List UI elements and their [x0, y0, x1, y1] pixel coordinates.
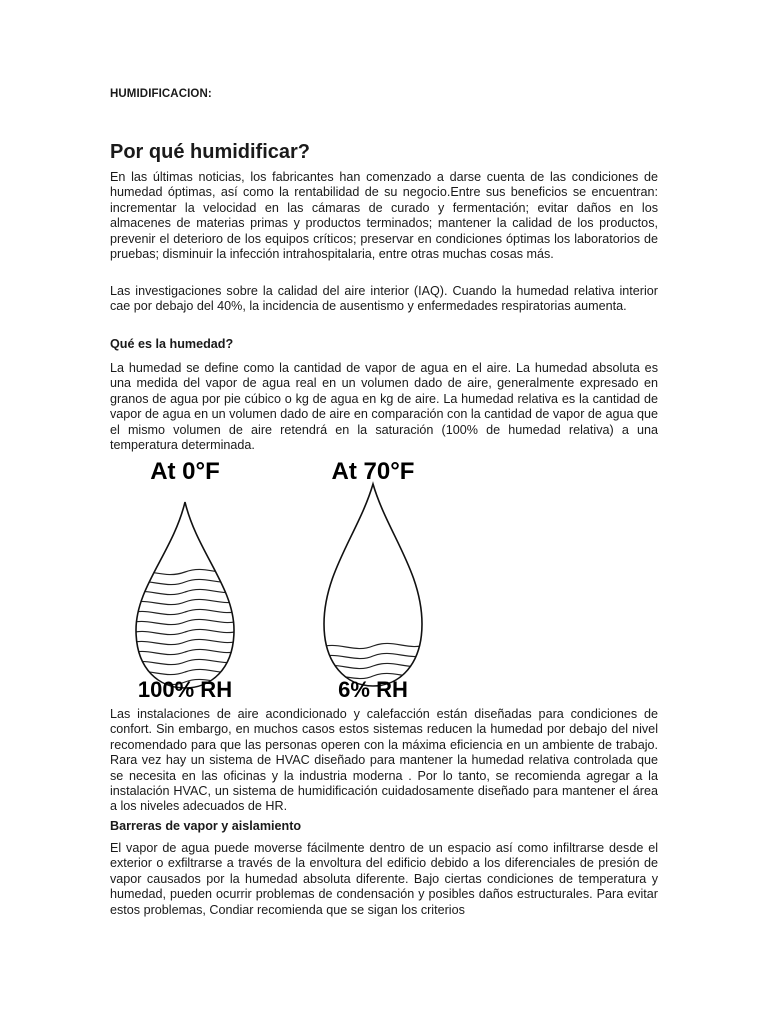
section-title: Por qué humidificar? [110, 141, 311, 163]
subheading-what-is-humidity: Qué es la humedad? [110, 337, 234, 351]
humidity-drops-diagram [118, 452, 448, 704]
paragraph-hvac: Las instalaciones de aire acondicionado y calefacción están diseñadas para condiciones de confort. Sin embargo, en muchos casos estos sistemas reducen la humedad por debajo del nivel recomendado para que las personas operen con la máxima eficiencia en un ambiente de trabajo. Rara vez hay un sistema de HVAC diseñado para mantener la humedad relativa controlada que se necesita en las oficinas y la industria moderna . Por lo tanto, se recomienda agregar a la instalación HVAC, un sistema de humidificación cuidadosamente diseñado para mantener el área a los niveles adecuados de HR. [110, 707, 658, 814]
paragraph-humidity-definition: La humedad se define como la cantidad de vapor de agua en el aire. La humedad absoluta es una medida del vapor de agua real en un volumen dado de aire, generalmente expresado en granos de agua por pie cúbico o kg de agua en kg de aire. La humedad relativa es la cantidad de vapor de agua en un volumen dado de aire en comparación con la cantidad de vapor de agua que el mismo volumen de aire retendrá en la saturación (100% de humedad relativa) a una temperatura determinada. [110, 361, 658, 453]
drop-outline-left [136, 502, 234, 688]
paragraph-vapor-movement: El vapor de agua puede moverse fácilmente dentro de un espacio así como infiltrarse desde el exterior o exfiltrarse a través de la envoltura del edificio debido a los diferenciales de presión de vapor causados por la humedad absoluta diferente. Bajo ciertas condiciones de temperatura y humedad, pueden ocurrir problemas de condensación y posibles daños estructurales. Para evitar estos problemas, Condiar recomienda que se sigan los criterios [110, 841, 658, 917]
paragraph-iaq: Las investigaciones sobre la calidad del aire interior (IAQ). Cuando la humedad relativa interior cae por debajo del 40%, la incidencia de ausentismo y enfermedades respiratorias aumenta. [110, 284, 658, 314]
label-at-70f: At 70°F [331, 458, 415, 485]
paragraph-benefits: En las últimas noticias, los fabricantes han comenzado a darse cuenta de las condiciones de humedad óptimas, así como la rentabilidad de su negocio.Entre sus beneficios se encuentran: incrementar la velocidad en las cámaras de curado y fermentación; evitar daños en los almacenes de materias primas y productos terminados; mantener la calidad de los productos, prevenir el deterioro de los equipos críticos; preservar en condiciones óptimas los laboratorios de pruebas; disminuir la infección intrahospitalaria, entre otras muchas cosas más. [110, 170, 658, 262]
label-100-rh: 100% RH [137, 677, 233, 702]
label-at-0f: At 0°F [150, 458, 220, 485]
label-6-rh: 6% RH [338, 677, 408, 702]
subheading-vapor-barriers: Barreras de vapor y aislamiento [110, 819, 302, 833]
document-header: HUMIDIFICACION: [110, 88, 212, 100]
